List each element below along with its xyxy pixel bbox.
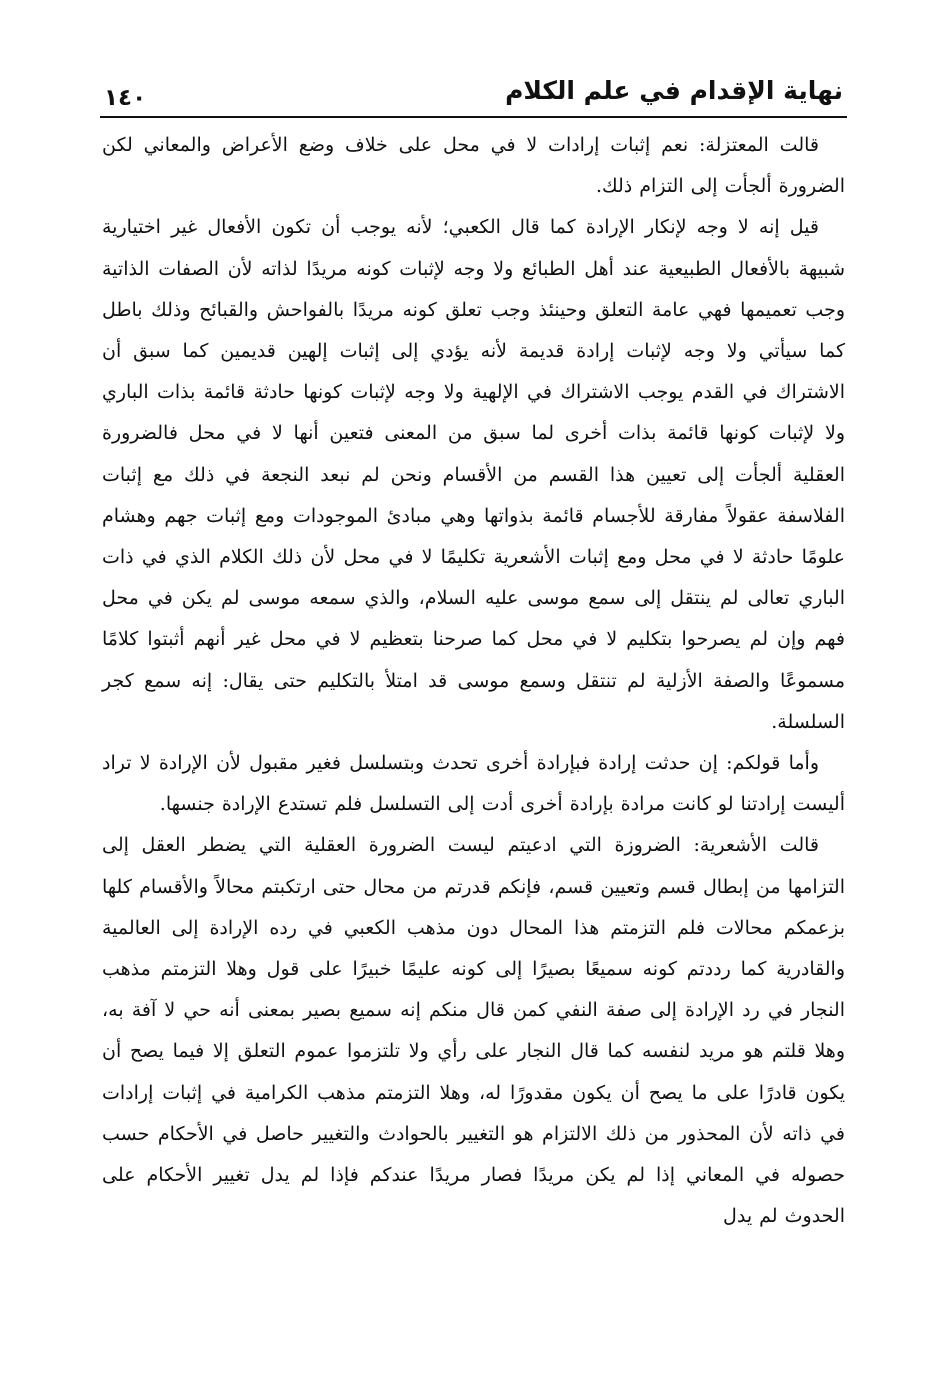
page-body: [102, 125, 845, 1237]
paragraph-regress: وأما قولكم: إن حدثت إرادة فبإرادة أخرى تحدث وبتسلسل فغير مقبول لأن الإرادة لا تراد أليست إرادتنا لو كانت مرادة بإرادة أخرى أدت إلى التسلسل فلم تستدع الإرادة جنسها.: [102, 752, 845, 816]
header-divider: [100, 116, 847, 118]
paragraph-ashariyya: قالت الأشعرية: الضروزة التي ادعيتم ليست الضرورة العقلية التي يضطر العقل إلى التزامها من إبطال قسم وتعيين قسم، فإنكم قدرتم من محال حتى ارتكبتم محالاً والأقسام كلها بزعمكم محالات فلم التزمتم هذا المحال دون مذهب الكعبي في رده الإرادة إلى العالمية والقادرية كما رددتم كونه سميعًا بصيرًا إلى كونه عليمًا خبيرًا على قول وهلا التزمتم مذهب النجار في رد الإرادة إلى صفة النفي كمن قال منكم إنه سميع بصير بمعنى أنه حي لا آفة به، وهلا قلتم هو مريد لنفسه كما قال النجار على رأي ولا تلتزموا عموم التعلق إلا فيما يصح أن يكون قادرًا على ما يصح أن يكون مقدورًا له، وهلا التزمتم مذهب الكرامية في إثبات إرادات في ذاته لأن المحذور من ذلك الالتزام هو التغيير بالحوادث والتغيير حاصل في الأحكام حسب حصوله في المعاني إذا لم يكن مريدًا فصار مريدًا عندكم فإذا لم يدل تغيير الأحكام على الحدوث لم يدل: [102, 834, 845, 1228]
paragraph-mutazila: قالت المعتزلة: نعم إثبات إرادات لا في محل على خلاف وضع الأعراض والمعاني لكن الضرورة ألجأت إلى التزام ذلك.: [102, 134, 845, 198]
page-header: [100, 72, 847, 112]
page-number: ١٤٠: [104, 85, 147, 111]
book-title: نهاية الإقدام في علم الكلام: [505, 76, 843, 105]
paragraph-reply-kabi: قيل إنه لا وجه لإنكار الإرادة كما قال الكعبي؛ لأنه يوجب أن تكون الأفعال غير اختيارية شبيهة بالأفعال الطبيعية عند أهل الطبائع ولا وجه لإثبات كونه مريدًا لذاته لأن الصفات الذاتية وجب تعميمها فهي عامة التعلق وحينئذ وجب تعلق كونه مريدًا بالفواحش والقبائح وذلك باطل كما سيأتي ولا وجه لإثبات إرادة قديمة لأنه يؤدي إلى إثبات إلهين قديمين كما سبق أن الاشتراك في القدم يوجب الاشتراك في الإلهية ولا وجه لإثبات كونها حادثة قائمة بذات الباري ولا لإثبات كونها قائمة بذات أخرى لما سبق من المعنى فتعين أنها لا في محل فالضرورة العقلية ألجأت إلى تعيين هذا القسم من الأقسام ونحن لم نبعد النجعة في ذلك مع إثبات الفلاسفة عقولاً مفارقة للأجسام قائمة بذواتها وهي مبادئ الموجودات ومع إثبات جهم وهشام علومًا حادثة لا في محل ومع إثبات الأشعرية تكليمًا لا في محل لأن ذلك الكلام الذي في ذات الباري تعالى لم ينتقل إلى سمع موسى عليه السلام، والذي سمعه موسى لم يكن في محل فهم وإن لم يصرحوا بتكليم لا في محل كما صرحنا بتعظيم لا في محل غير أنهم أثبتوا كلامًا مسموعًا والصفة الأزلية لم تنتقل وسمع موسى قد امتلأ بالتكليم حتى يقال: إنه سمع كجر السلسلة.: [102, 216, 845, 733]
